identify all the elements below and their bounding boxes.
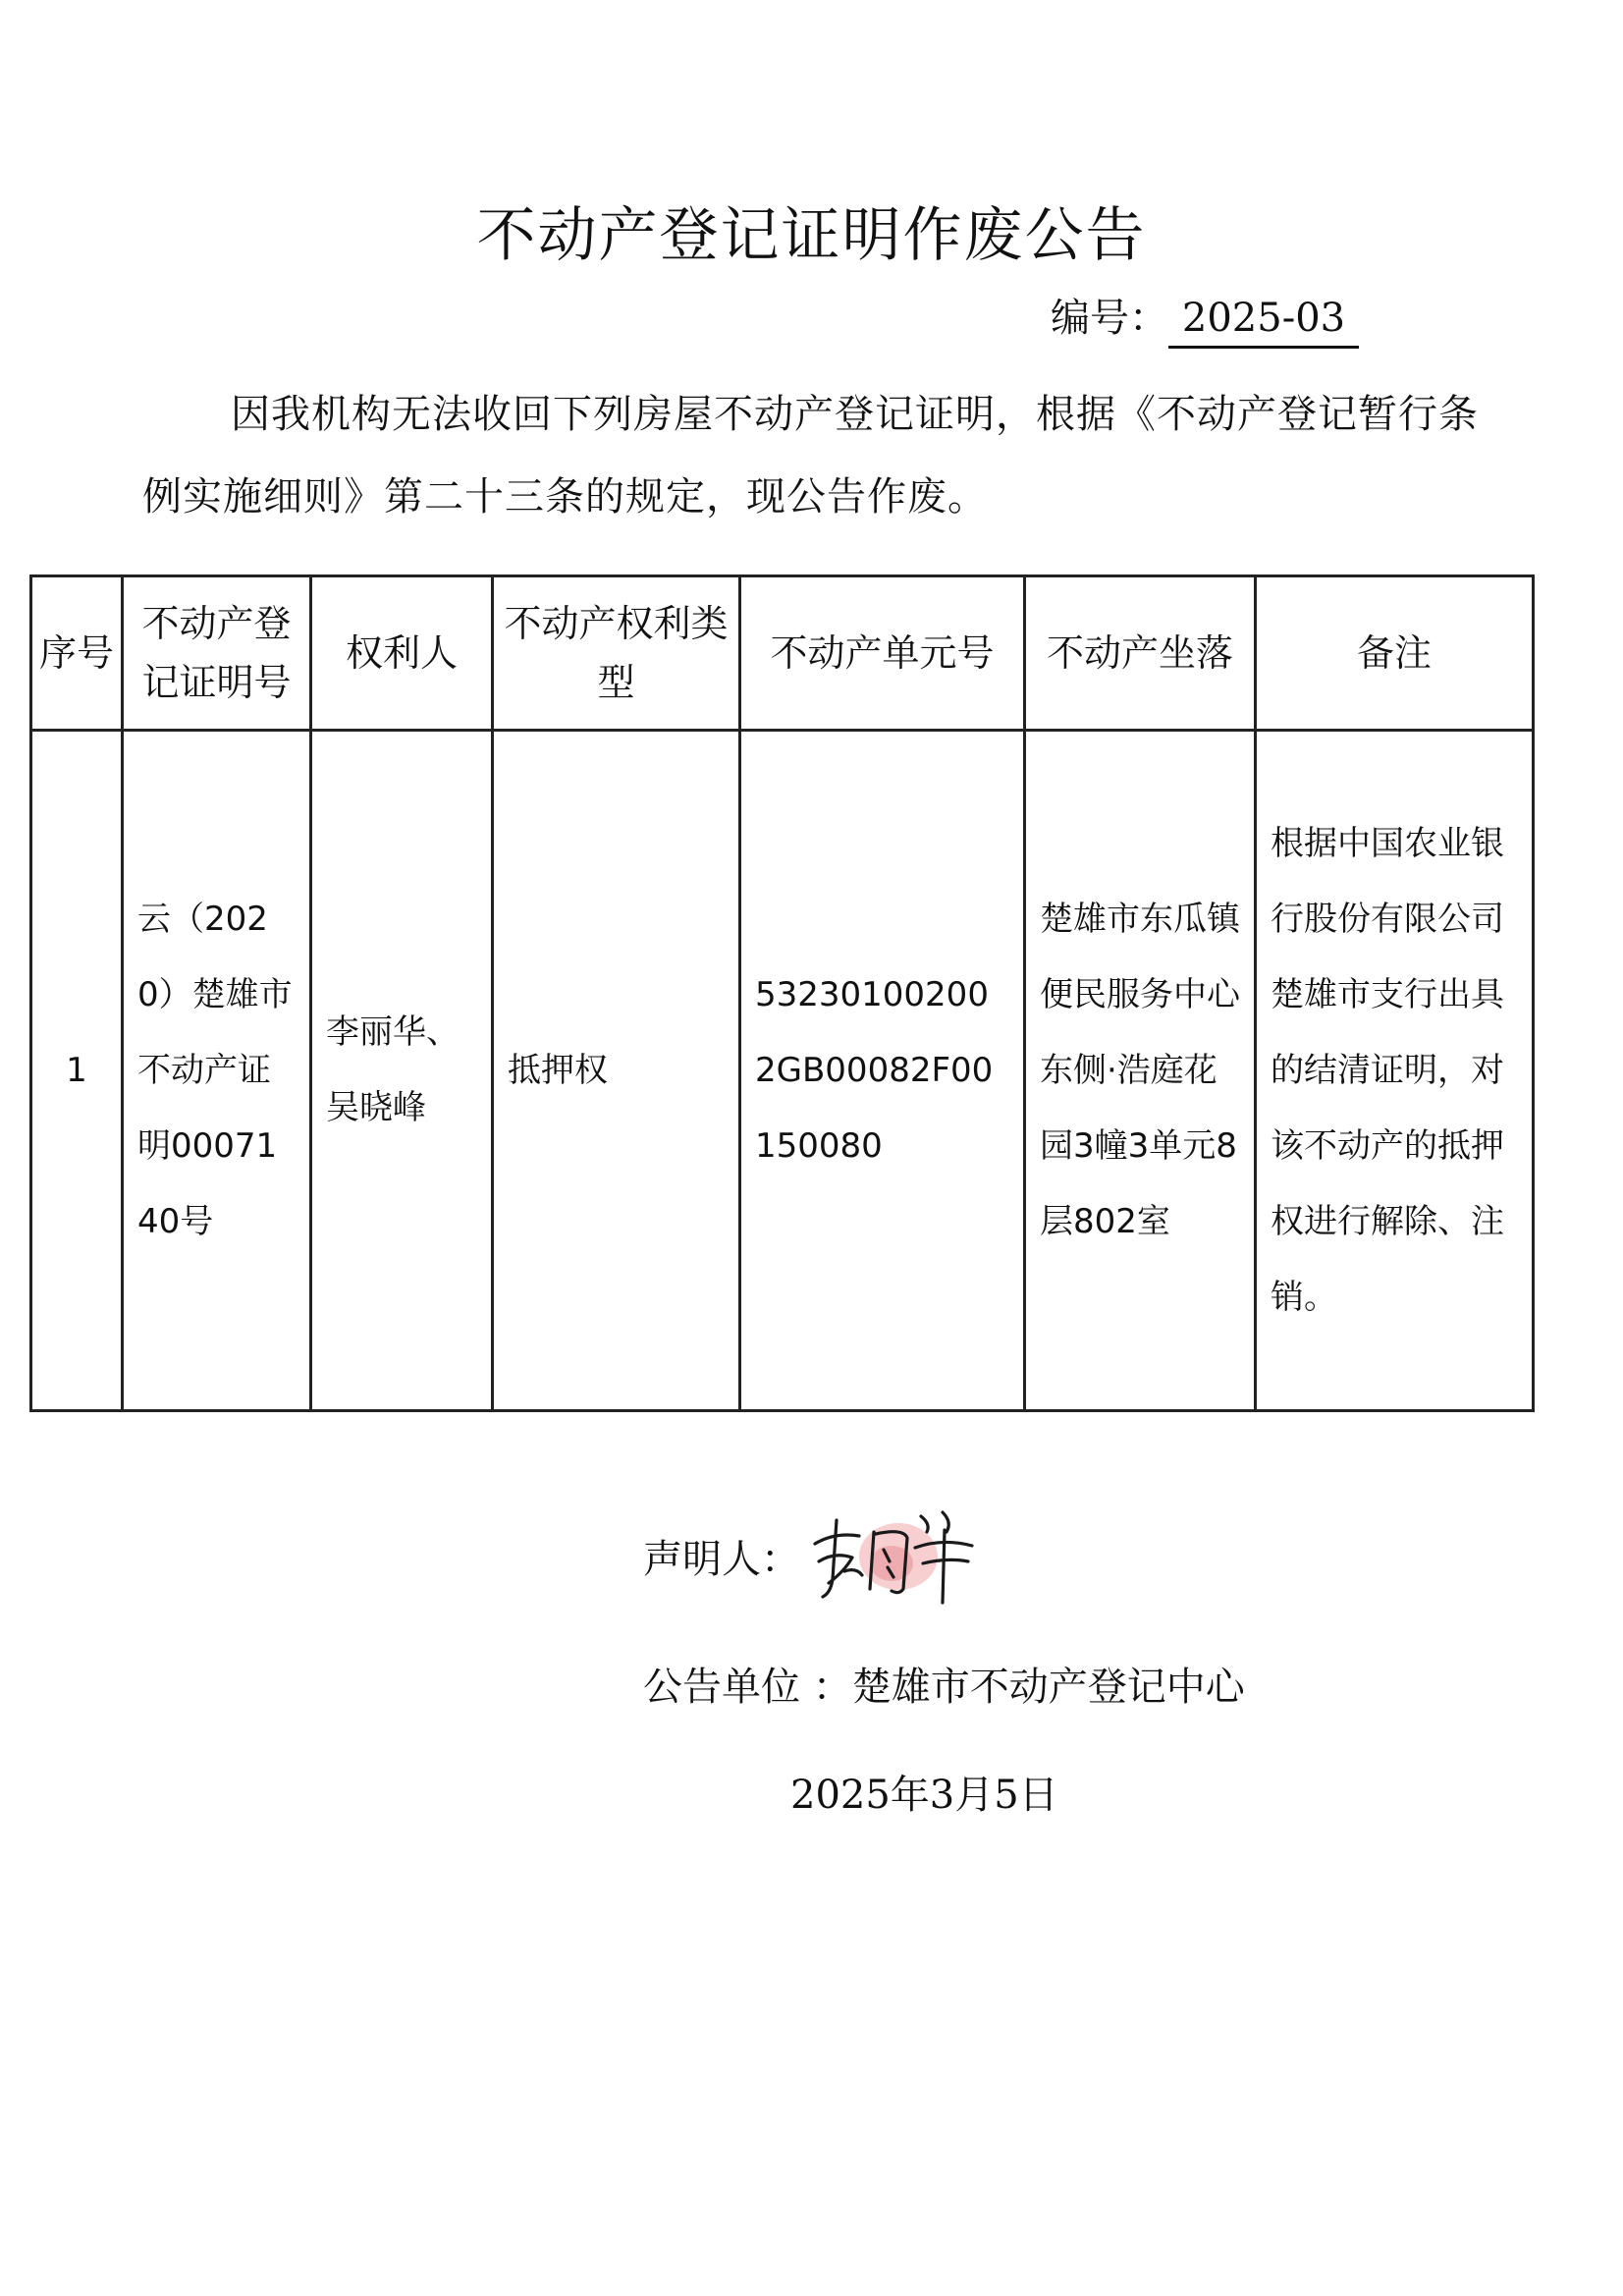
cell-unit-no: 532301002002GB00082F00150080 — [740, 731, 1025, 1411]
intro-paragraph: 因我机构无法收回下列房屋不动产登记证明，根据《不动产登记暂行条例实施细则》第二十三条的规定，现公告作废。 — [142, 392, 1479, 519]
cell-location: 楚雄市东瓜镇便民服务中心东侧·浩庭花园3幢3单元8层802室 — [1025, 731, 1256, 1411]
declarant-label: 声明人： — [643, 1537, 800, 1582]
header-right-holder: 权利人 — [311, 576, 493, 731]
handwritten-signature — [805, 1503, 1001, 1611]
header-remark: 备注 — [1256, 576, 1534, 731]
document-number-value: 2025-03 — [1168, 291, 1359, 349]
cell-remark: 根据中国农业银行股份有限公司楚雄市支行出具的结清证明，对该不动产的抵押权进行解除、注销。 — [1256, 731, 1534, 1411]
table-row — [31, 731, 1534, 1411]
cell-right-holder: 李丽华、吴晓峰 — [311, 731, 493, 1411]
cell-index: 1 — [31, 731, 123, 1411]
document-number-label: 编号： — [1051, 296, 1168, 341]
announcement-date: 2025年3月5日 — [790, 1773, 1058, 1818]
publisher-name: 楚雄市不动产登记中心 — [851, 1665, 1245, 1710]
cell-right-type: 抵押权 — [493, 731, 740, 1411]
table-header-row — [31, 576, 1534, 731]
header-right-type: 不动产权利类型 — [493, 576, 740, 731]
publisher-label: 公告单位 ： — [643, 1665, 852, 1710]
header-index: 序号 — [31, 576, 123, 731]
header-certificate-no: 不动产登记证明号 — [123, 576, 311, 731]
void-certificate-table — [29, 574, 1535, 1412]
header-location: 不动产坐落 — [1025, 576, 1256, 731]
page-title: 不动产登记证明作废公告 — [476, 201, 1147, 270]
document-number — [1051, 291, 1359, 349]
cell-certificate-no: 云（2020）楚雄市不动产证明0007140号 — [123, 731, 311, 1411]
publisher — [643, 1660, 1245, 1715]
header-unit-no: 不动产单元号 — [740, 576, 1025, 731]
